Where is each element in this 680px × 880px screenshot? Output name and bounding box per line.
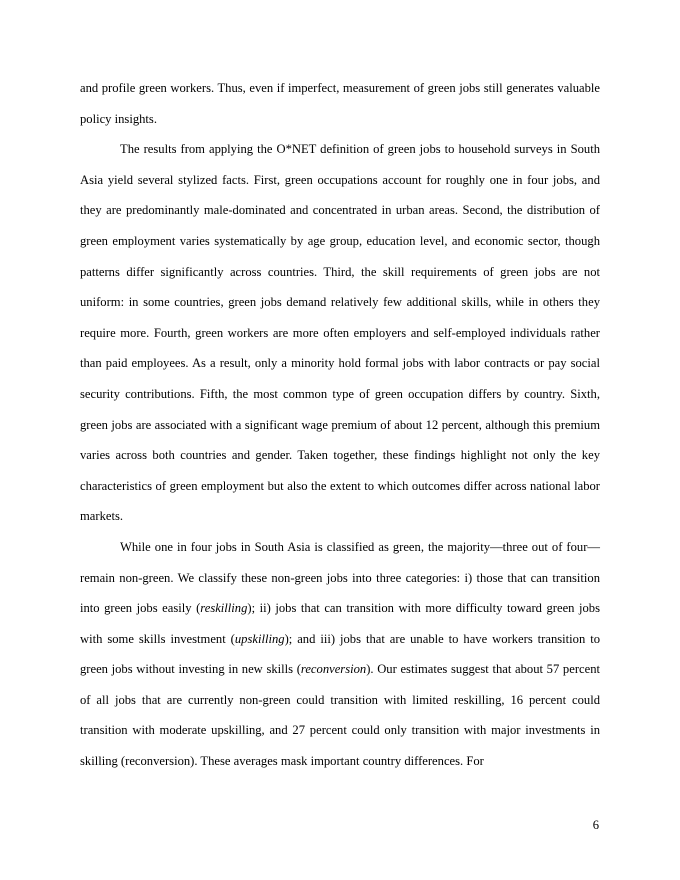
paragraph-text-segment: While one in four jobs in South Asia is classified as green, the majority—three out of four—remain non-green. We classify these non-green jobs into three categories: i) those that can transition into green jobs easily ( [80,539,600,616]
term-reskilling: reskilling [200,601,248,616]
paragraph-text-segment: ); and iii) jobs that are unable to have workers transition to green jobs without investing in new skills ( [80,631,600,677]
paragraph-text-segment: ). Our estimates suggest that about 57 percent of all jobs that are currently non-green could transition with limited reskilling, 16 percent could transition with moderate upskilling, and 27 percent could only transition with major investments in skilling (reconversion). These averages mask important country differences. For [80,662,600,769]
body-text [80,73,600,777]
paragraph-text-segment: ); ii) jobs that can transition with more difficulty toward green jobs with some skills investment ( [80,601,601,646]
term-reconversion: reconversion [300,662,367,677]
page-number: 6 [592,818,599,832]
paragraph-non-green-jobs [80,532,600,777]
term-upskilling: upskilling [234,631,285,646]
paragraph-stylized-facts: The results from applying the O*NET definition of green jobs to household surveys in South Asia yield several stylized facts. First, green occupations account for roughly one in four jobs, and they are predominantly male-dominated and concentrated in urban areas. Second, the distribution of green employment varies systematically by age group, education level, and economic sector, though patterns differ significantly across countries. Third, the skill requirements of green jobs are not uniform: in some countries, green jobs demand relatively few additional skills, while in others they require more. Fourth, green workers are more often employers and self-employed individuals rather than paid employees. As a result, only a minority hold formal jobs with labor contracts or pay social security contributions. Fifth, the most common type of green occupation differs by country. Sixth, green jobs are associated with a significant wage premium of about 12 percent, although this premium varies across both countries and gender. Taken together, these findings highlight not only the key characteristics of green employment but also the extent to which outcomes differ across national labor markets. [80,142,600,524]
paragraph-continuation: and profile green workers. Thus, even if imperfect, measurement of green jobs still generates valuable policy insights. [80,81,600,126]
